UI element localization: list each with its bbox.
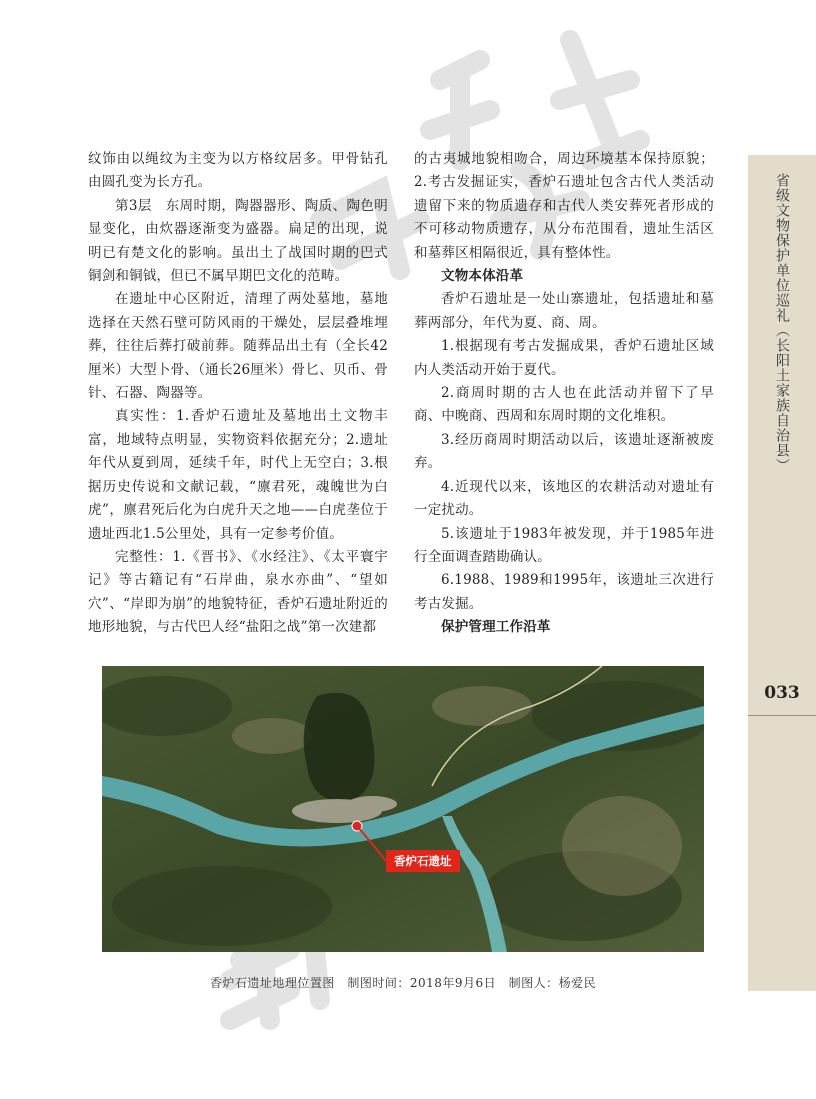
sidebar-title: 省级文物保护单位巡礼（长阳土家族自治县） [774, 173, 790, 473]
right-paragraph: 的古夷城地貌相吻合，周边环境基本保持原貌；2.考古发掘证实，香炉石遗址包含古代人类活动遗留下来的物质遗存和古代人类安葬死者形成的不可移动物质遗存，从分布范围看，遗址生活区和墓葬区相隔很近，具有整体性。 [414, 151, 714, 261]
map-caption: 香炉石遗址地理位置图 制图时间：2018年9月6日 制图人：杨爱民 [209, 976, 597, 990]
left-paragraph: 第3层 东周时期，陶器器形、陶质、陶色明显变化，由炊器逐渐变为盛器。扁足的出现，说明已有楚文化的影响。虽出土了战国时期的巴式铜剑和铜钺，但已不属早期巴文化的范畴。 [88, 197, 388, 285]
right-paragraph: 4.近现代以来，该地区的农耕活动对遗址有一定扰动。 [414, 478, 714, 519]
left-paragraph: 纹饰由以绳纹为主变为以方格纹居多。甲骨钻孔由圆孔变为长方孔。 [88, 151, 388, 191]
right-paragraph: 2.商周时期的古人也在此活动并留下了早商、中晚商、西周和东周时期的文化堆积。 [414, 385, 714, 425]
page-number: 033 [764, 683, 800, 703]
site-label: 香炉石遗址 [386, 850, 460, 872]
right-paragraph: 6.1988、1989和1995年，该遗址三次进行考古发掘。 [414, 572, 714, 612]
right-paragraph: 3.经历商周时期活动以后，该遗址逐渐被废弃。 [414, 431, 714, 472]
section-heading: 保护管理工作沿革 [441, 619, 551, 636]
sidebar [748, 155, 816, 991]
section-heading: 文物本体沿革 [441, 268, 524, 285]
map-image [102, 666, 704, 952]
left-column [88, 148, 388, 640]
right-paragraph: 5.该遗址于1983年被发现，并于1985年进行全面调查踏勘确认。 [414, 525, 714, 565]
right-column [414, 148, 714, 640]
left-paragraph: 在遗址中心区附近，清理了两处墓地，墓地选择在天然石壁可防风雨的干燥处，层层叠堆埋葬，往往后葬打破前葬。随葬品出土有（全长42厘米）大型卜骨、（通长26厘米）骨匕、贝币、骨针、石器、陶器等。 [88, 291, 388, 402]
satellite-map [102, 666, 704, 952]
right-paragraph: 1.根据现有考古发掘成果，香炉石遗址区域内人类活动开始于夏代。 [414, 338, 714, 378]
left-paragraph: 真实性：1.香炉石遗址及墓地出土文物丰富，地域特点明显，实物资料依据充分；2.遗址年代从夏到周，延续千年，时代上无空白；3.根据历史传说和文献记载，“廪君死，魂魄世为白虎”，廪君死后化为白虎升天之地——白虎垄位于遗址西北1.5公里处，具有一定参考价值。 [88, 408, 388, 542]
left-paragraph: 完整性：1.《晋书》、《水经注》、《太平寰宇记》等古籍记有“石岸曲，泉水亦曲”、“望如穴”、“岸即为崩”的地貌特征，香炉石遗址附近的地形地貌，与古代巴人经“盐阳之战”第一次建都 [88, 548, 388, 636]
page-number-rule [748, 715, 816, 716]
right-paragraph: 香炉石遗址是一处山寨遗址，包括遗址和墓葬两部分，年代为夏、商、周。 [414, 291, 714, 331]
